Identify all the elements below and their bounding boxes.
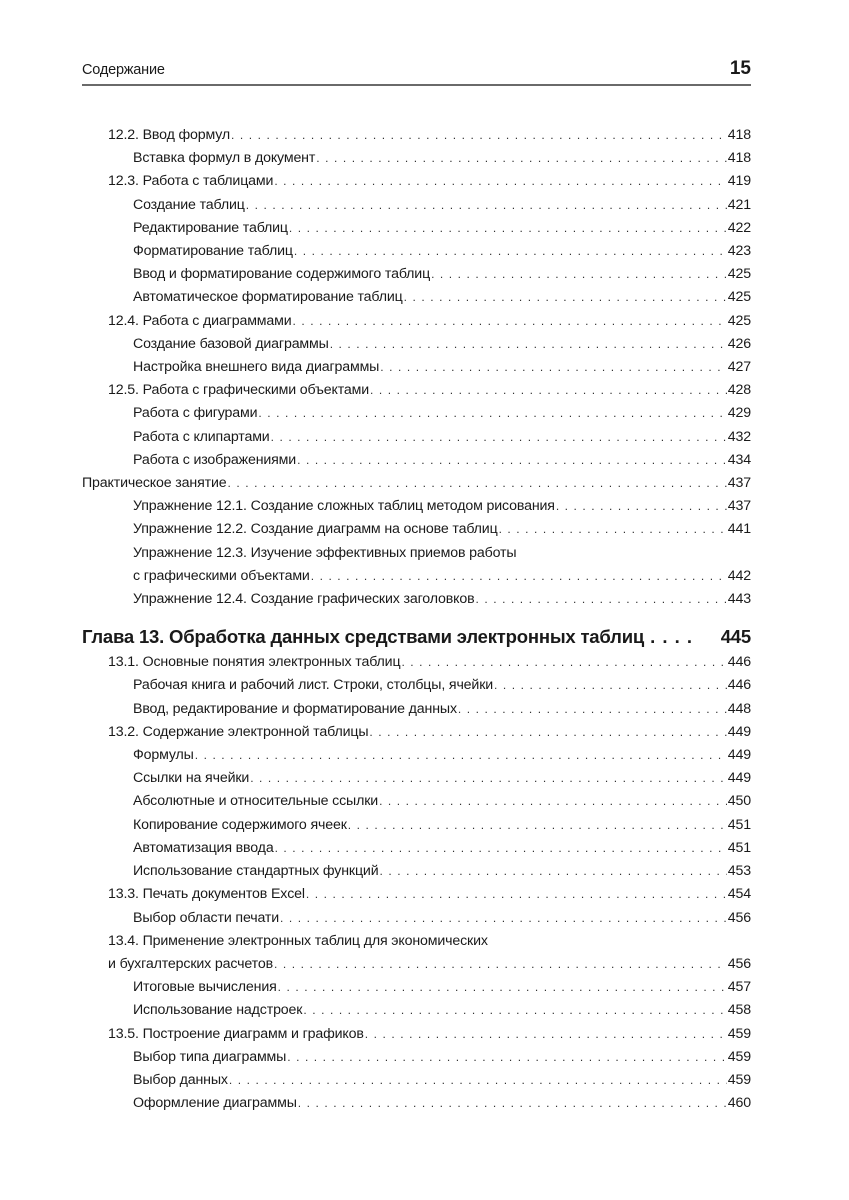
dot-leader	[348, 814, 727, 837]
entry-page-number: 423	[727, 243, 751, 260]
dot-leader	[365, 1023, 727, 1046]
entry-page-number: 422	[727, 219, 751, 236]
toc-entry[interactable]	[82, 472, 751, 495]
toc-entry[interactable]	[82, 674, 751, 697]
entry-page-number: 449	[727, 770, 751, 787]
chapter-title: Глава 13. Обработка данных средствами электронных таблиц	[82, 626, 645, 648]
dot-leader	[306, 883, 727, 906]
entry-title: 13.2. Содержание электронной таблицы	[108, 723, 369, 740]
entry-page-number: 437	[727, 475, 751, 492]
entry-page-number: 456	[727, 909, 751, 926]
entry-title: Оформление диаграммы	[133, 1095, 297, 1112]
entry-page-number: 459	[727, 1071, 751, 1088]
entry-title: Ссылки на ячейки	[133, 770, 250, 787]
entry-title: Упражнение 12.1. Создание сложных таблиц методом рисования	[133, 498, 555, 515]
entry-title: Формулы	[133, 747, 194, 764]
toc-entry[interactable]	[82, 767, 751, 790]
entry-page-number: 419	[727, 173, 751, 190]
entry-page-number: 459	[727, 1048, 751, 1065]
entry-page-number: 429	[727, 405, 751, 422]
entry-page-number: 418	[727, 127, 751, 143]
dot-leader	[311, 565, 727, 588]
dot-leader	[293, 310, 727, 333]
running-header-title: Содержание	[82, 62, 165, 78]
entry-title: Использование стандартных функций	[133, 863, 379, 880]
entry-title: Редактирование таблиц	[133, 219, 288, 236]
dot-leader	[275, 837, 727, 860]
dot-leader	[370, 379, 727, 402]
toc-entry[interactable]	[82, 907, 751, 930]
entry-page-number: 451	[727, 816, 751, 833]
entry-title: Выбор области печати	[133, 909, 280, 926]
table-of-contents	[82, 124, 751, 1115]
entry-page-number: 450	[727, 793, 751, 810]
dot-leader	[494, 674, 727, 697]
dot-leader	[195, 744, 727, 767]
toc-entry[interactable]	[82, 1023, 751, 1046]
entry-title: 12.5. Работа с графическими объектами	[108, 382, 369, 399]
entry-title: Выбор данных	[133, 1071, 228, 1088]
entry-title: Упражнение 12.4. Создание графических заголовков	[133, 591, 475, 608]
dot-leader	[379, 790, 727, 813]
toc-entry[interactable]	[82, 217, 751, 240]
entry-page-number: 446	[727, 654, 751, 671]
toc-entry[interactable]	[82, 449, 751, 472]
toc-entry[interactable]	[82, 379, 751, 402]
entry-title: Итоговые вычисления	[133, 979, 277, 996]
toc-chapter-heading[interactable]	[82, 624, 751, 650]
entry-title: 13.5. Построение диаграмм и графиков	[108, 1025, 364, 1042]
entry-page-number: 457	[727, 979, 751, 996]
entry-page-number: 432	[727, 428, 751, 445]
toc-entry[interactable]	[82, 286, 751, 309]
dot-leader	[250, 767, 727, 790]
entry-page-number: 451	[727, 839, 751, 856]
entry-title: 12.4. Работа с диаграммами	[108, 312, 292, 329]
toc-entry[interactable]	[82, 124, 751, 147]
toc-entry[interactable]	[82, 333, 751, 356]
dot-leader	[475, 588, 726, 611]
toc-entry[interactable]	[82, 814, 751, 837]
entry-title: Упражнение 12.2. Создание диаграмм на основе таблиц	[133, 521, 498, 538]
dot-leader	[278, 976, 727, 999]
entry-page-number: 449	[727, 723, 751, 740]
toc-entry[interactable]	[82, 651, 751, 674]
entry-page-number: 437	[727, 498, 751, 515]
toc-entry[interactable]	[82, 790, 751, 813]
entry-page-number: 459	[727, 1025, 751, 1042]
entry-title: Практическое занятие	[82, 475, 227, 492]
dot-leader	[289, 217, 727, 240]
dot-leader	[499, 518, 727, 541]
dot-leader	[258, 402, 726, 425]
entry-title: 12.3. Работа с таблицами	[108, 173, 274, 190]
toc-entry[interactable]	[82, 402, 751, 425]
entry-title: 13.3. Печать документов Excel	[108, 886, 305, 903]
entry-title: Работа с фигурами	[133, 405, 258, 422]
entry-page-number: 442	[727, 567, 751, 584]
toc-entry[interactable]	[82, 1069, 751, 1092]
dot-leader	[287, 1046, 727, 1069]
entry-title: Создание таблиц	[133, 196, 245, 213]
toc-entry[interactable]	[82, 310, 751, 333]
dot-leader	[458, 698, 727, 721]
entry-title: Использование надстроек	[133, 1002, 303, 1019]
entry-page-number: 456	[727, 955, 751, 972]
dot-leader	[274, 953, 727, 976]
entry-page-number: 425	[727, 266, 751, 283]
toc-entry[interactable]	[82, 1092, 751, 1115]
entry-page-number: 427	[727, 359, 751, 376]
entry-title: Работа с клипартами	[133, 428, 270, 445]
dot-leader	[401, 651, 726, 674]
dot-leader	[316, 147, 727, 170]
dot-leader	[556, 495, 727, 518]
dot-leader	[229, 1069, 727, 1092]
entry-page-number: 446	[727, 677, 751, 694]
dot-leader	[298, 1092, 727, 1115]
toc-entry[interactable]	[82, 170, 751, 193]
toc-entry[interactable]	[82, 588, 751, 611]
entry-page-number: 418	[727, 150, 751, 167]
entry-page-number: 421	[727, 196, 751, 213]
dot-leader	[274, 170, 726, 193]
entry-title-line1: Упражнение 12.3. Изучение эффективных приемов работы	[133, 544, 517, 561]
dot-leader	[246, 194, 727, 217]
toc-entry[interactable]	[82, 837, 751, 860]
dot-leader	[379, 860, 726, 883]
entry-page-number: 458	[727, 1002, 751, 1019]
dot-leader	[231, 124, 727, 147]
dot-leader	[404, 286, 727, 309]
toc-entry[interactable]	[82, 495, 751, 518]
page-header	[82, 58, 751, 86]
chapter-page-number: 445	[720, 626, 751, 648]
entry-title: Выбор типа диаграммы	[133, 1048, 287, 1065]
entry-page-number: 425	[727, 312, 751, 329]
entry-page-number: 448	[727, 700, 751, 717]
entry-page-number: 449	[727, 747, 751, 764]
toc-entry[interactable]	[82, 721, 751, 744]
entry-page-number: 454	[727, 886, 751, 903]
entry-page-number: 460	[727, 1095, 751, 1112]
entry-title: Рабочая книга и рабочий лист. Строки, столбцы, ячейки	[133, 677, 494, 694]
toc-entry[interactable]	[82, 976, 751, 999]
toc-entry[interactable]	[82, 860, 751, 883]
dot-leader	[369, 721, 726, 744]
entry-title-line2: и бухгалтерских расчетов	[108, 955, 273, 972]
entry-page-number: 441	[727, 521, 751, 538]
entry-title: Ввод, редактирование и форматирование данных	[133, 700, 457, 717]
dot-leader	[227, 472, 726, 495]
entry-title: Автоматизация ввода	[133, 839, 274, 856]
toc-entry[interactable]	[82, 930, 751, 976]
entry-page-number: 428	[727, 382, 751, 399]
entry-page-number: 434	[727, 451, 751, 468]
toc-entry[interactable]	[82, 698, 751, 721]
dot-leader	[330, 333, 727, 356]
entry-page-number: 443	[727, 591, 751, 608]
entry-title: Работа с изображениями	[133, 451, 297, 468]
toc-section-chapter-12	[82, 124, 751, 611]
dot-leader	[303, 999, 726, 1022]
entry-title: Автоматическое форматирование таблиц	[133, 289, 403, 306]
dot-leader	[271, 426, 727, 449]
entry-title: Создание базовой диаграммы	[133, 335, 329, 352]
toc-entry[interactable]	[82, 147, 751, 170]
entry-title: Копирование содержимого ячеек	[133, 816, 347, 833]
toc-entry[interactable]	[82, 542, 751, 588]
toc-entry[interactable]	[82, 883, 751, 906]
toc-entry[interactable]	[82, 744, 751, 767]
dot-leader	[431, 263, 727, 286]
chapter-leader: . . . .	[650, 626, 694, 648]
entry-title: Форматирование таблиц	[133, 243, 293, 260]
toc-entry[interactable]	[82, 194, 751, 217]
toc-entry[interactable]	[82, 240, 751, 263]
dot-leader	[297, 449, 727, 472]
entry-title: Абсолютные и относительные ссылки	[133, 793, 379, 810]
entry-page-number: 425	[727, 289, 751, 306]
toc-entry[interactable]	[82, 1046, 751, 1069]
dot-leader	[280, 907, 727, 930]
entry-title: 13.1. Основные понятия электронных таблиц	[108, 654, 401, 671]
dot-leader	[380, 356, 727, 379]
entry-page-number: 426	[727, 335, 751, 352]
toc-entry[interactable]	[82, 426, 751, 449]
entry-title: Настройка внешнего вида диаграммы	[133, 359, 380, 376]
entry-title-line2: с графическими объектами	[133, 567, 310, 584]
page-number: 15	[729, 58, 751, 79]
entry-title: 12.2. Ввод формул	[108, 127, 231, 143]
entry-page-number: 453	[727, 863, 751, 880]
dot-leader	[294, 240, 727, 263]
entry-title-line1: 13.4. Применение электронных таблиц для экономических	[108, 932, 488, 949]
toc-section-chapter-13	[82, 651, 751, 1115]
toc-entry[interactable]	[82, 999, 751, 1022]
entry-title: Ввод и форматирование содержимого таблиц	[133, 266, 431, 283]
entry-title: Вставка формул в документ	[133, 150, 316, 167]
toc-entry[interactable]	[82, 356, 751, 379]
toc-entry[interactable]	[82, 263, 751, 286]
toc-entry[interactable]	[82, 518, 751, 541]
